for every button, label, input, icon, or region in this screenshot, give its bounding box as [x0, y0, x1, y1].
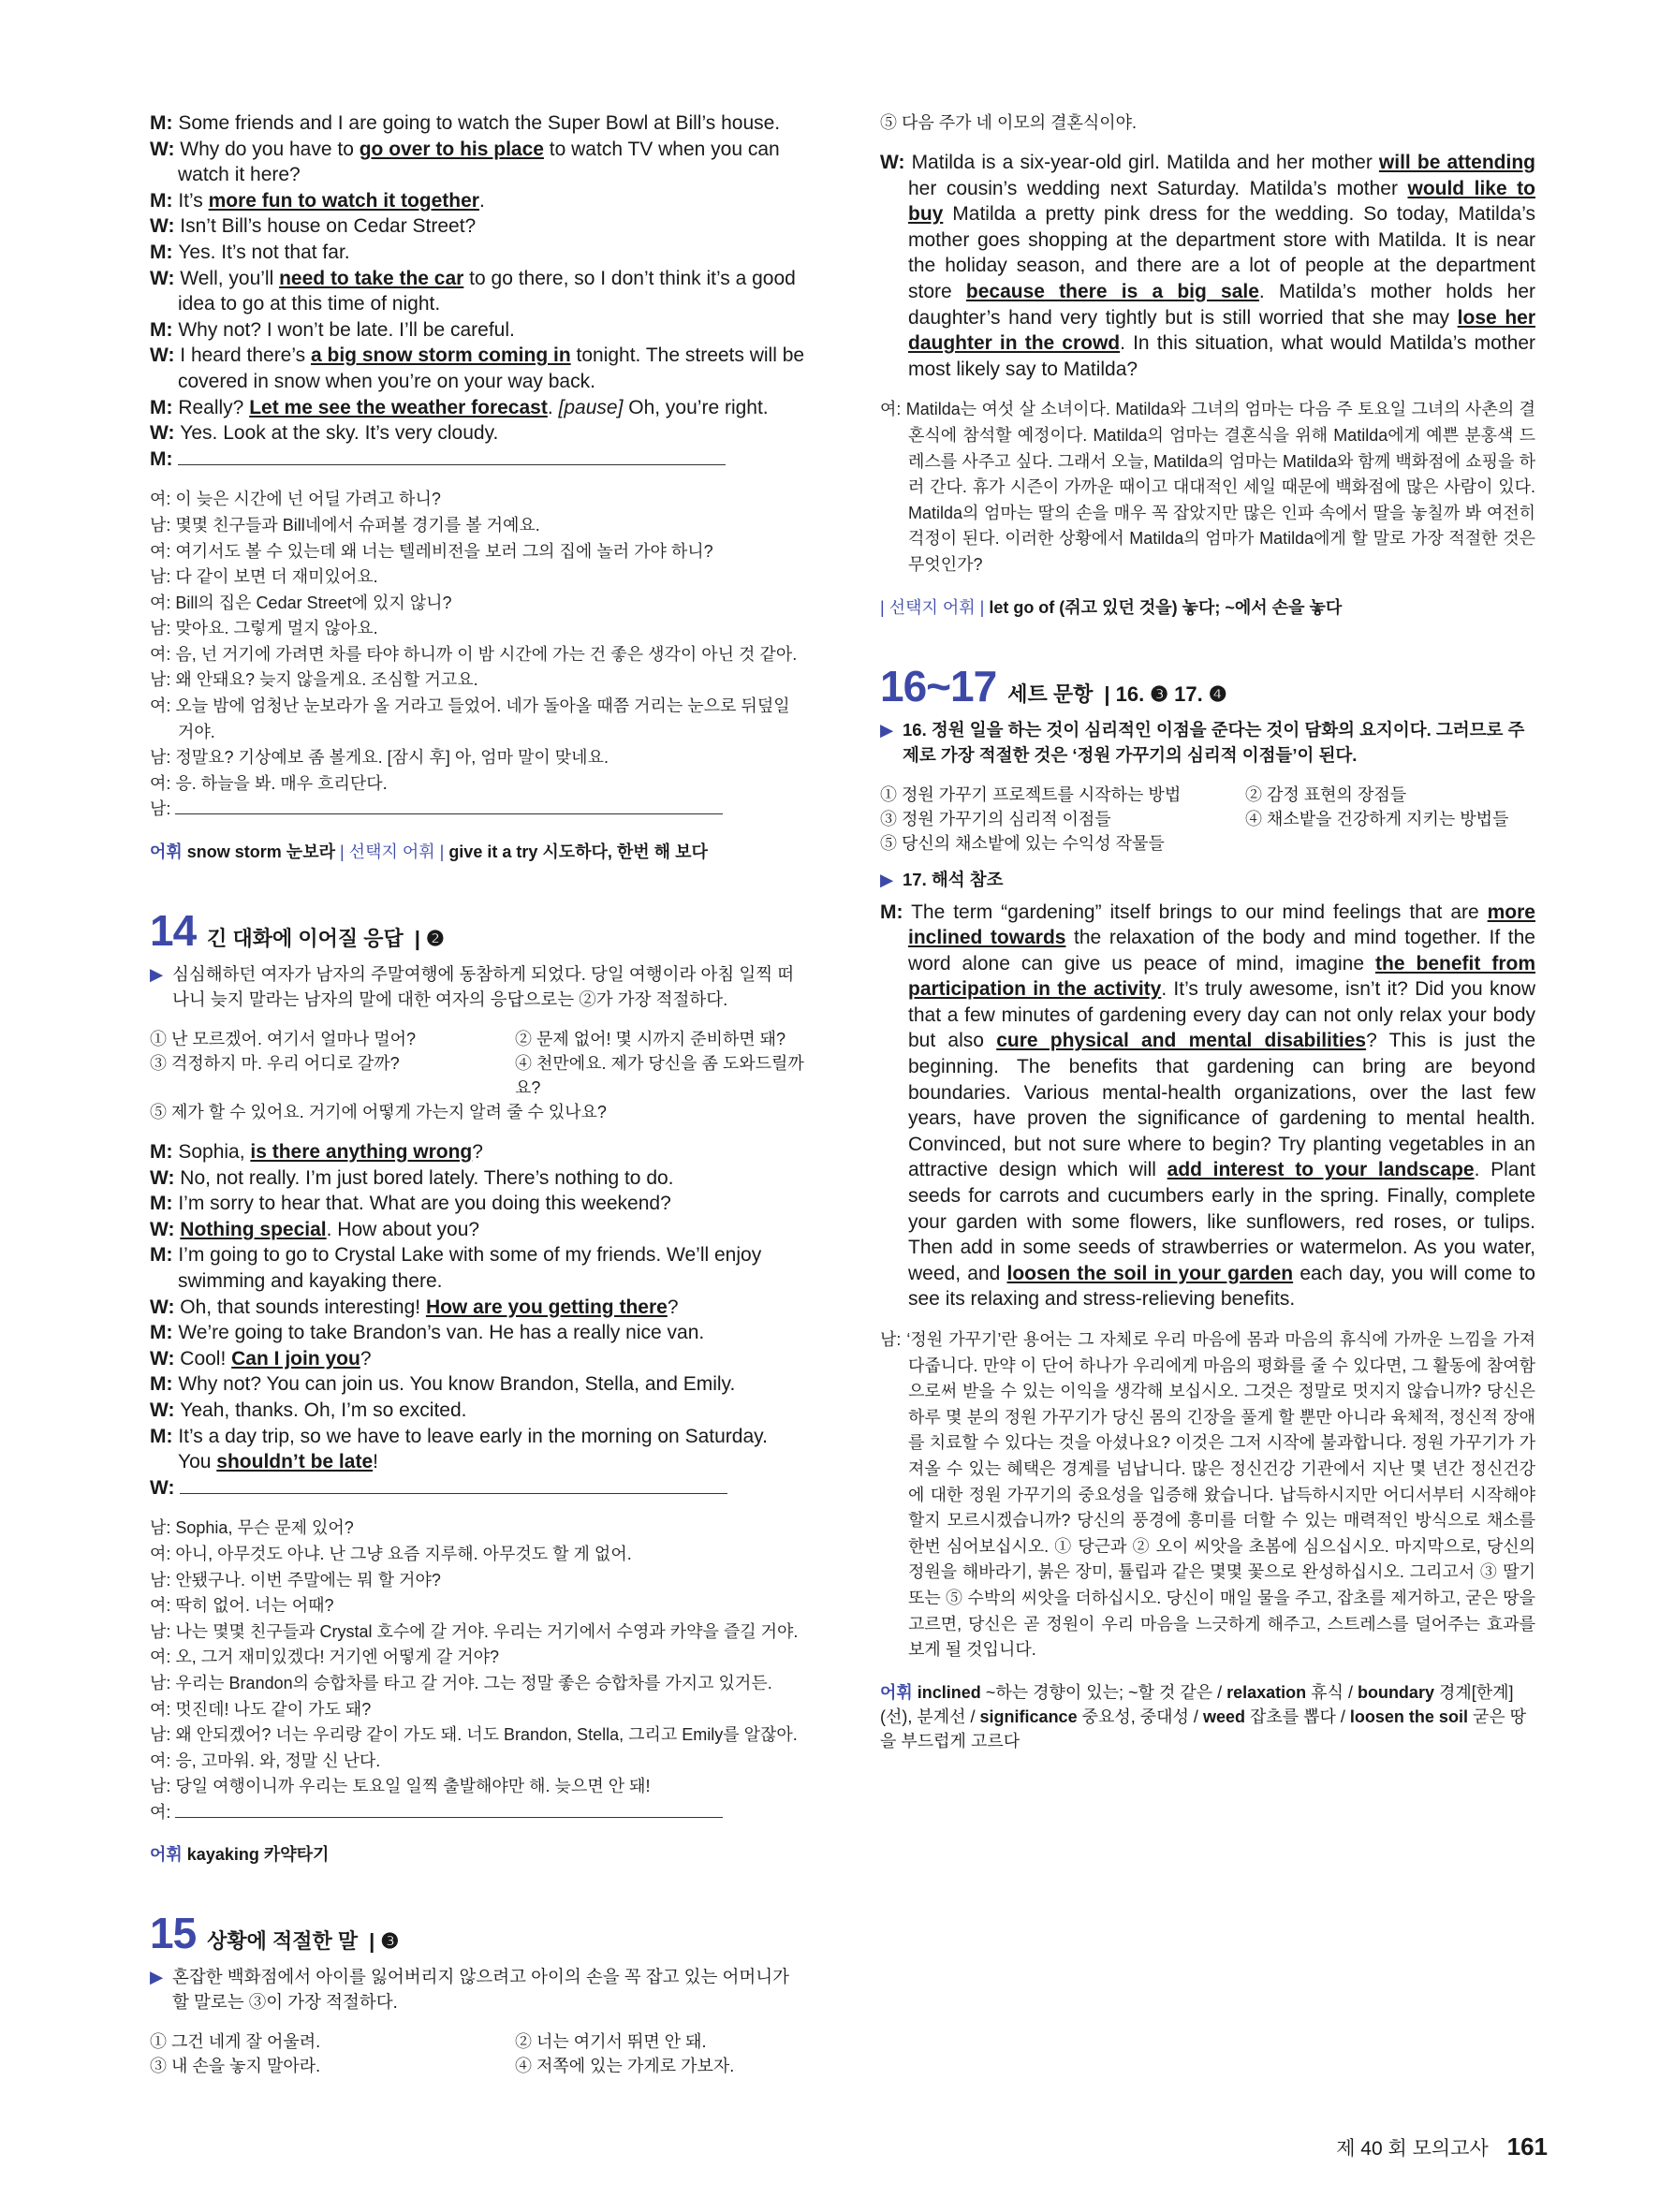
answer-option-5: ⑤ 당신의 채소밭에 있는 수익성 작물들	[880, 833, 1165, 853]
section-answer: | ❸	[369, 1929, 400, 1954]
triangle-bullet-icon: ▶	[880, 719, 894, 740]
line-text: Why do you have to go over to his place to watch TV when you can watch it here?	[178, 138, 780, 186]
dialogue-line	[150, 797, 805, 823]
dialogue-line	[150, 1800, 805, 1826]
dialogue-line	[150, 1346, 805, 1372]
line-text: 응. 하늘을 봐. 매우 흐리단다.	[175, 773, 388, 793]
answer-blank	[175, 1800, 723, 1818]
line-text: No, not really. I’m just bored lately. There’s nothing to do.	[180, 1166, 674, 1189]
vocab-tag: 어휘	[150, 1845, 183, 1865]
line-text: 안됐구나. 이번 주말에는 뭐 할 거야?	[175, 1570, 441, 1589]
dialogue-line	[150, 591, 805, 617]
line-text: 다 같이 보면 더 재미있어요.	[175, 567, 378, 587]
section-number: 14	[150, 906, 197, 956]
speaker-label: W:	[150, 1296, 181, 1318]
section-16-17	[880, 661, 1535, 1753]
dialogue-line	[150, 110, 805, 137]
dialogue-line	[150, 420, 805, 447]
speaker-label: 여:	[150, 644, 176, 664]
line-text: I’m sorry to hear that. What are you doing this weekend?	[178, 1193, 671, 1215]
line-text: Bill의 집은 Cedar Street에 있지 않니?	[175, 593, 452, 612]
vocab-text: kayaking 카약타기	[186, 1845, 330, 1865]
speaker-label: 여:	[150, 1648, 176, 1667]
speaker-label: M:	[150, 396, 179, 418]
line-text: Nothing special. How about you?	[180, 1218, 480, 1240]
speaker-label: M:	[150, 447, 179, 470]
line-text: 정말요? 기상예보 좀 볼게요. [잠시 후] 아, 엄마 말이 맞네요.	[175, 748, 609, 768]
speaker-label: M:	[150, 1193, 179, 1215]
section-14	[150, 905, 805, 1867]
speaker-label: M:	[150, 112, 179, 134]
line-text: 멋진데! 나도 같이 가도 돼?	[175, 1699, 372, 1719]
dialogue-line	[150, 616, 805, 642]
speaker-label: 여:	[150, 1751, 176, 1770]
vocab-13	[150, 840, 805, 864]
dialogue-line	[150, 1398, 805, 1424]
line-text: 왜 안되겠어? 너는 우리랑 같이 가도 돼. 너도 Brandon, Stella, 그리고 Emily를 알잖아.	[175, 1725, 798, 1745]
vocab-16-17	[880, 1680, 1535, 1753]
line-text: We’re going to take Brandon’s van. He has a really nice van.	[178, 1322, 705, 1344]
speaker-label: 남:	[150, 748, 176, 768]
section-title: 상황에 적절한 말	[207, 1929, 359, 1954]
speaker-label: W:	[150, 1166, 181, 1189]
answer-options	[150, 2029, 805, 2078]
answer-blank	[178, 447, 726, 465]
speaker-label: W:	[150, 267, 181, 289]
speaker-label: 남:	[150, 1518, 176, 1538]
speaker-label: 여:	[150, 1802, 176, 1822]
answer-option: ③ 내 손을 놓지 말아라.	[150, 2057, 321, 2076]
dialogue-line	[150, 1242, 805, 1294]
korean-translation-15: 여: Matilda는 여섯 살 소녀이다. Matilda와 그녀의 엄마는 다음 주 토요일 그녀의 사촌의 결혼식에 참석할 예정이다. Matilda의 엄마는 결혼식을 위해 Matilda에게 예쁜 분홍색 드레스를 사주고 싶다. 그래서 오늘, Matilda의 엄마는 Matilda와 함께 백화점에 쇼핑을 하러 간다. 휴가 시즌이 가까운 때이고 대대적인 세일 때문에 백화점에 많은 사람이 있다. Matilda의 엄마는 딸의 손을 매우 꼭 잡았지만 많은 인파 속에서 딸을 놓칠까 봐 여전히 걱정이 된다. 이러한 상황에서 Matilda의 엄마가 Matilda에게 할 말로 가장 적절한 것은 무엇인가?	[880, 400, 1535, 574]
section-title: 세트 문항	[1007, 681, 1094, 706]
line-text: 오늘 밤에 엄청난 눈보라가 올 거라고 들었어. 네가 돌아올 때쯤 거리는 눈으로 뒤덮일 거야.	[175, 696, 790, 741]
korean-translation-16-17: 남: ‘정원 가꾸기’란 용어는 그 자체로 우리 마음에 몸과 마음의 휴식에 가까운 느낌을 가져다줍니다. 만약 이 단어 하나가 우리에게 마음의 평화를 줄 수 있다면, 그 활동에 참여함으로써 받을 수 있는 이익을 생각해 보십시오. 그것은 정말로 멋지지 않습니까? 당신은 하루 몇 분의 정원 가꾸기가 당신 몸의 긴장을 풀게 할 뿐만 아니라 육체적, 정신적 장애를 치료할 수 있다는 것을 아셨나요? 이것은 그저 시작에 불과합니다. 정원 가꾸기가 가져올 수 있는 혜택은 경계를 넘납니다. 많은 정신건강 기관에서 지난 몇 년간 정신건강에 대한 정원 가꾸기의 중요성을 입증해 왔습니다. 납득하시지만 어디서부터 시작해야 할지 모르시겠습니까? 당신의 풍경에 흥미를 더할 수 있는 매력적인 방식으로 채소를 한번 심어보십시오. ① 당근과 ② 오이 씨앗을 초봄에 심으십시오. 마지막으로, 당신의 정원을 해바라기, 붉은 장미, 튤립과 같은 몇몇 꽃으로 완성하십시오. 그리고서 ③ 딸기 또는 ⑤ 수박의 씨앗을 더하십시오. 당신이 매일 물을 주고, 잡초를 제거하고, 굳은 땅을 고르면, 당신은 곧 정원이 우리 마음을 느긋하게 해주고, 스트레스를 덜어주는 효과를 보게 될 것입니다.	[880, 1330, 1535, 1660]
speaker-label: 여:	[150, 773, 176, 793]
answer-option: ④ 채소밭을 건강하게 지키는 방법들	[1245, 809, 1509, 828]
dialogue-line	[150, 1722, 805, 1749]
dialogue-line	[150, 395, 805, 421]
explanation: ▶ 심심해하던 여자가 남자의 주말여행에 동참하게 되었다. 당일 여행이라 아침 일찍 떠나니 늦지 말라는 남자의 말에 대한 여자의 응답으로는 ②가 가장 적절하다.	[150, 961, 805, 1012]
dialogue-line	[150, 1217, 805, 1243]
line-text: Sophia, 무슨 문제 있어?	[175, 1518, 354, 1538]
dialogue-line	[150, 1697, 805, 1723]
speaker-label: M:	[150, 318, 179, 341]
section-title: 긴 대화에 이어질 응답	[207, 927, 404, 951]
line-text: It’s more fun to watch it together.	[178, 189, 485, 212]
right-column	[880, 110, 1535, 1753]
triangle-bullet-icon: ▶	[150, 964, 164, 985]
line-text: Yes. It’s not that far.	[178, 241, 350, 263]
section-answer: | ❷	[414, 927, 445, 951]
line-text: Sophia, is there anything wrong?	[178, 1141, 483, 1164]
speaker-label: 여:	[150, 541, 176, 561]
dialogue-line	[150, 1568, 805, 1594]
speaker-label: 남:	[150, 670, 176, 690]
dialogue-line	[150, 771, 805, 798]
triangle-bullet-icon: ▶	[880, 869, 894, 889]
vocab-text: let go of (쥐고 있던 것을) 놓다; ~에서 손을 놓다	[989, 597, 1343, 617]
dialogue-line	[150, 1191, 805, 1217]
dialogue-line	[150, 487, 805, 513]
answer-option: ④ 천만에요. 제가 당신을 좀 도와드릴까요?	[515, 1054, 804, 1098]
dialogue-line	[150, 343, 805, 394]
line-text: Oh, that sounds interesting! How are you getting there?	[180, 1296, 679, 1318]
page-number: 161	[1506, 2132, 1548, 2161]
answer-option: ③ 정원 가꾸기의 심리적 이점들	[880, 809, 1111, 828]
dialogue-line	[150, 513, 805, 539]
answer-option: ① 난 모르겠어. 여기서 얼마나 멀어?	[150, 1030, 417, 1049]
line-text: Really? Let me see the weather forecast. [pause] Oh, you’re right.	[178, 396, 769, 418]
speaker-label: M:	[150, 241, 179, 263]
speaker-label: M:	[150, 1322, 179, 1344]
vocab-14	[150, 1842, 805, 1867]
explanation-17: ▶ 17. 해석 참조	[880, 867, 1535, 892]
speaker-label: 남:	[150, 1621, 176, 1641]
dialogue-line	[150, 447, 805, 473]
dialogue-line	[150, 188, 805, 214]
dialogue-line	[150, 1749, 805, 1775]
dialogue-line	[150, 539, 805, 565]
answer-option-5: ⑤ 제가 할 수 있어요. 거기에 어떻게 가는지 알려 줄 수 있나요?	[150, 1103, 607, 1122]
answer-option-5: ⑤ 다음 주가 네 이모의 결혼식이야.	[880, 113, 1138, 132]
speaker-label: 남:	[150, 799, 176, 819]
line-text: Some friends and I are going to watch the Super Bowl at Bill’s house.	[178, 112, 781, 134]
answer-option: ② 감정 표현의 장점들	[1245, 784, 1407, 804]
speaker-label: 남:	[150, 1725, 176, 1745]
speaker-label: M:	[150, 189, 179, 212]
speaker-label: W:	[150, 1476, 181, 1499]
line-text: I heard there’s a big snow storm coming in tonight. The streets will be covered in snow when you’re on your way back.	[178, 344, 805, 392]
speaker-label: W:	[150, 422, 181, 445]
dialogue-line	[150, 1671, 805, 1697]
speaker-label: W:	[150, 1347, 181, 1370]
explanation-16: ▶ 16. 정원 일을 하는 것이 심리적인 이점을 준다는 것이 담화의 요지이다. 그러므로 주제로 가장 적절한 것은 ‘정원 가꾸기의 심리적 이점들’이 된다.	[880, 717, 1535, 768]
section-number: 15	[150, 1909, 197, 1958]
line-text: Well, you’ll need to take the car to go there, so I don’t think it’s a good idea to go at this time of night.	[178, 267, 796, 315]
dialogue-line	[150, 1774, 805, 1800]
vocab-15	[880, 595, 1535, 620]
answer-option: ② 너는 여기서 뛰면 안 돼.	[515, 2032, 707, 2052]
speaker-label: M:	[150, 1373, 179, 1396]
dialogue-line	[150, 564, 805, 591]
speaker-label: 여:	[150, 1596, 176, 1616]
speaker-label: 남:	[150, 1570, 176, 1589]
speaker-label: 여:	[150, 593, 176, 612]
page-footer	[1336, 2132, 1548, 2161]
line-text: Yeah, thanks. Oh, I’m so excited.	[180, 1399, 467, 1421]
dialogue-line	[150, 266, 805, 317]
answer-blank	[175, 797, 723, 814]
dialogue-line	[150, 317, 805, 344]
explanation: ▶ 혼잡한 백화점에서 아이를 잃어버리지 않으려고 아이의 손을 꼭 잡고 있는 어머니가 할 말로는 ③이 가장 적절하다.	[150, 1964, 805, 2014]
vocab-tag: 어휘	[880, 1682, 913, 1702]
line-text: It’s a day trip, so we have to leave early in the morning on Saturday. You shouldn’t be late!	[178, 1425, 768, 1473]
speaker-label: 남:	[150, 619, 176, 638]
vocab-tag: 어휘	[150, 842, 183, 862]
dialogue-line	[150, 1320, 805, 1346]
dialogue-line	[150, 1424, 805, 1475]
line-text: Cool! Can I join you?	[180, 1347, 372, 1370]
answer-option: ① 정원 가꾸기 프로젝트를 시작하는 방법	[880, 784, 1182, 804]
line-text: Why not? I won’t be late. I’ll be careful.	[178, 318, 515, 341]
dialogue-line	[150, 667, 805, 694]
answer-option: ③ 걱정하지 마. 우리 어디로 갈까?	[150, 1054, 400, 1074]
vocab-text: inclined ~하는 경향이 있는; ~할 것 같은 / relaxation 휴식 / boundary 경계[한계](선), 분계선 / significance 중요성, 중대성 / weed 잡초를 뽑다 / loosen the soil 굳은 땅을 부드럽게 고르다	[880, 1682, 1527, 1751]
answer-options	[150, 1027, 805, 1100]
dialogue-line	[150, 1139, 805, 1165]
line-text: 이 늦은 시간에 넌 어딜 가려고 하니?	[175, 490, 441, 509]
answer-option: ④ 저쪽에 있는 가게로 가보자.	[515, 2057, 735, 2076]
monologue-15: W: Matilda is a six-year-old girl. Matilda and her mother will be attending her cousin’s wedding next Saturday. Matilda’s mother would like to buy Matilda a pretty pink dress for the wedding. So today, Matilda’s mother goes shopping at the department store with Matilda. It is near the holiday season, and there are a lot of people at the department store because there is a big sale. Matilda’s mother holds her daughter’s hand very tightly but is still worried that she may lose her daughter in the crowd. In this situation, what would Matilda’s mother most likely say to Matilda?	[880, 152, 1535, 380]
footer-label: 제 40 회 모의고사	[1336, 2138, 1489, 2160]
speaker-label: 남:	[150, 1777, 176, 1796]
line-text: 왜 안돼요? 늦지 않을게요. 조심할 거고요.	[175, 670, 478, 690]
line-text: 음, 넌 거기에 가려면 차를 타야 하니까 이 밤 시간에 가는 건 좋은 생각이 아닌 것 같아.	[175, 644, 798, 664]
section-answer: | 16. ❸ 17. ❹	[1104, 681, 1227, 706]
answer-option: ① 그건 네게 잘 어울려.	[150, 2032, 321, 2052]
dialogue-line	[150, 1542, 805, 1568]
line-text: Isn’t Bill’s house on Cedar Street?	[180, 215, 477, 238]
section-15	[150, 1908, 805, 2078]
answer-blank	[180, 1476, 727, 1494]
korean-translation-14	[150, 1516, 805, 1825]
vocab-sub-tag: | 선택지 어휘 |	[880, 597, 985, 617]
speaker-label: W:	[150, 138, 181, 160]
dialogue-line	[150, 240, 805, 266]
line-text: 맞아요. 그렇게 멀지 않아요.	[175, 619, 378, 638]
line-text: Yes. Look at the sky. It’s very cloudy.	[180, 422, 499, 445]
monologue-16-17: M: The term “gardening” itself brings to our mind feelings that are more inclined towards the relaxation of the body and mind together. If the word alone can give us peace of mind, imagine the benefit from participation in the activity. It’s truly awesome, isn’t it? Did you know that a few minutes of gardening every day can not only relax your body but also cure physical and mental disabilities? This is just the beginning. The benefits that gardening can bring are beyond boundaries. Various mental-health organizations, over the last few years, have proven the significance of gardening to mental health. Convinced, but not sure where to begin? Try planting vegetables in an attractive design which will add interest to your landscape. Plant seeds for carrots and cucumbers early in the spring. Finally, complete your garden with some flowers, like sunflowers, red roses, or tulips. Then add in some seeds of strawberries or watermelon. As you water, weed, and loosen the soil in your garden each day, you will come to see its relaxing and stress-relieving benefits.	[880, 901, 1536, 1311]
line-text: I’m going to go to Crystal Lake with some of my friends. We’ll enjoy swimming and kayaking there.	[178, 1244, 762, 1292]
line-text: 우리는 Brandon의 승합차를 타고 갈 거야. 그는 정말 좋은 승합차를 가지고 있거든.	[175, 1673, 772, 1692]
speaker-label: W:	[150, 1399, 181, 1421]
answer-option: ② 문제 없어! 몇 시까지 준비하면 돼?	[515, 1030, 786, 1049]
vocab-sub-tag: | 선택지 어휘 |	[340, 842, 445, 862]
dialogue-13	[150, 110, 805, 472]
line-text: 몇몇 친구들과 Bill네에서 슈퍼볼 경기를 볼 거예요.	[175, 515, 540, 535]
dialogue-line	[150, 1165, 805, 1192]
dialogue-line	[150, 1371, 805, 1398]
dialogue-line	[150, 745, 805, 771]
section-number: 16~17	[880, 661, 997, 710]
speaker-label: 여:	[150, 490, 176, 509]
dialogue-14	[150, 1139, 805, 1501]
left-column	[150, 110, 805, 2078]
korean-translation-13	[150, 487, 805, 823]
line-text: 나는 몇몇 친구들과 Crystal 호수에 갈 거야. 우리는 거기에서 수영과 카약을 즐길 거야.	[175, 1621, 799, 1641]
vocab-text: give it a try 시도하다, 한번 해 보다	[448, 842, 708, 862]
line-text: 아니, 아무것도 아냐. 난 그냥 요즘 지루해. 아무것도 할 게 없어.	[175, 1544, 632, 1563]
line-text: 오, 그거 재미있겠다! 거기엔 어떻게 갈 거야?	[175, 1648, 500, 1667]
line-text: 여기서도 볼 수 있는데 왜 너는 텔레비전을 보러 그의 집에 놀러 가야 하니?	[175, 541, 713, 561]
speaker-label: W:	[150, 215, 181, 238]
dialogue-line	[150, 1475, 805, 1502]
dialogue-line	[150, 1593, 805, 1619]
dialogue-line	[150, 694, 805, 745]
dialogue-line	[150, 137, 805, 188]
dialogue-line	[150, 1295, 805, 1321]
line-text: 딱히 없어. 너는 어때?	[175, 1596, 334, 1616]
dialogue-line	[150, 213, 805, 240]
line-text: 응, 고마워. 와, 정말 신 난다.	[175, 1751, 381, 1770]
speaker-label: M:	[150, 1141, 179, 1164]
speaker-label: M:	[150, 1425, 179, 1447]
speaker-label: W:	[150, 344, 181, 367]
dialogue-line	[150, 1645, 805, 1671]
dialogue-line	[150, 1516, 805, 1542]
dialogue-line	[150, 1619, 805, 1646]
line-text: 당일 여행이니까 우리는 토요일 일찍 출발해야만 해. 늦으면 안 돼!	[175, 1777, 651, 1796]
dialogue-line	[150, 642, 805, 668]
speaker-label: 남:	[150, 567, 176, 587]
line-text: Why not? You can join us. You know Brandon, Stella, and Emily.	[178, 1373, 736, 1396]
speaker-label: 여:	[150, 1544, 176, 1563]
speaker-label: 남:	[150, 515, 176, 535]
speaker-label: 여:	[150, 1699, 176, 1719]
speaker-label: 여:	[150, 696, 176, 716]
triangle-bullet-icon: ▶	[150, 1967, 164, 1987]
speaker-label: M:	[150, 1244, 179, 1267]
speaker-label: W:	[150, 1218, 181, 1240]
vocab-text: snow storm 눈보라	[186, 842, 335, 862]
speaker-label: 남:	[150, 1673, 176, 1692]
answer-options	[880, 783, 1535, 831]
